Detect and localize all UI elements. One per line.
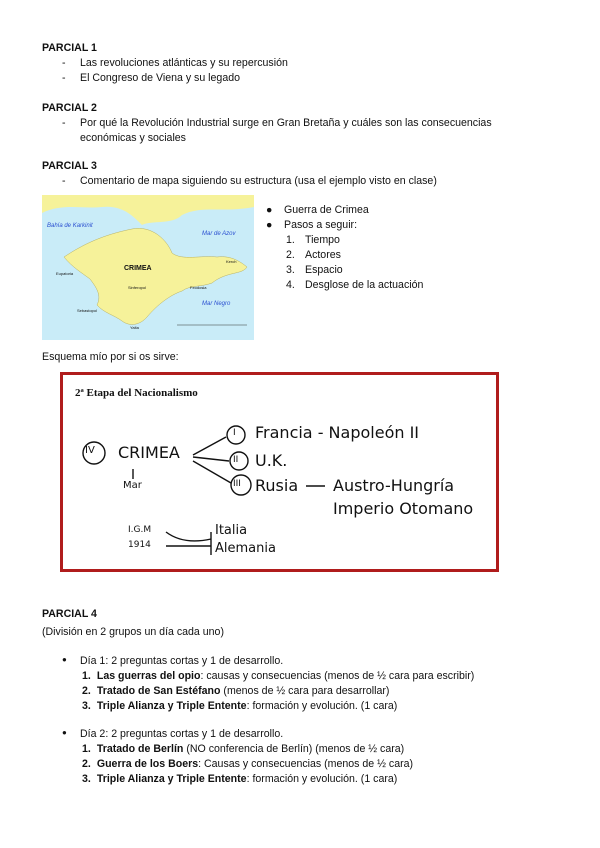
exam-question: [82, 700, 397, 712]
question-number: 2.: [82, 685, 91, 697]
question-number: 1.: [82, 670, 91, 682]
scheme-austro: Austro-Hungría: [333, 476, 455, 495]
scheme-numeral: II: [233, 455, 239, 465]
scheme-title: 2ª Etapa del Nacionalismo: [75, 387, 198, 399]
map-label: Mar Negro: [202, 301, 231, 307]
scheme-uk: U.K.: [255, 451, 288, 470]
step-item: Tiempo: [305, 234, 340, 246]
dia1-label: Día 1: 2 preguntas cortas y 1 de desarrollo.: [80, 655, 284, 667]
parcial2-heading: PARCIAL 2: [42, 102, 97, 114]
scheme-year: 1914: [128, 540, 151, 550]
question-detail: (menos de ½ cara para desarrollar): [220, 685, 390, 697]
crimea-map: [42, 195, 254, 340]
step-item: Espacio: [305, 264, 343, 276]
step-number: 2.: [286, 249, 295, 261]
scheme-mar: Mar: [123, 480, 142, 491]
scheme-numeral: I: [233, 428, 236, 438]
map-label: Sebastopol: [77, 308, 98, 313]
scheme-alemania: Alemania: [215, 541, 276, 556]
bullet-icon: ●: [62, 728, 67, 737]
map-label: Eupatoria: [56, 271, 74, 276]
question-topic: Guerra de los Boers: [96, 758, 199, 770]
map-label: Sinferopol: [128, 285, 147, 290]
exam-question: [82, 773, 397, 785]
scheme-igm: I.G.M: [128, 525, 152, 535]
step-number: 4.: [286, 279, 295, 291]
scheme-rusia: Rusia: [255, 476, 299, 495]
bullet-icon: ●: [266, 219, 273, 231]
dash-icon: -: [62, 57, 66, 69]
question-number: 1.: [82, 743, 91, 755]
question-number: 2.: [82, 758, 91, 770]
list-item: Comentario de mapa siguiendo su estructura (usa el ejemplo visto en clase): [80, 175, 437, 187]
question-topic: Tratado de San Estéfano: [96, 685, 221, 697]
question-detail: : formación y evolución. (1 cara): [246, 700, 398, 712]
list-item: Guerra de Crimea: [284, 204, 369, 216]
exam-question: [82, 758, 413, 770]
scheme-otomano: Imperio Otomano: [333, 499, 474, 518]
question-detail: : causas y consecuencias (menos de ½ cara para escribir): [200, 670, 475, 682]
step-number: 3.: [286, 264, 295, 276]
question-detail: : formación y evolución. (1 cara): [246, 773, 398, 785]
step-item: Desglose de la actuación: [305, 279, 424, 291]
scheme-crimea: CRIMEA: [118, 443, 180, 462]
map-label: Feodosia: [190, 285, 207, 290]
question-detail: : Causas y consecuencias (menos de ½ cara): [198, 758, 414, 770]
question-number: 3.: [82, 700, 91, 712]
list-item-continuation: económicas y sociales: [80, 132, 186, 144]
esquema-intro: Esquema mío por si os sirve:: [42, 351, 179, 363]
exam-question: [82, 670, 474, 682]
list-item: Pasos a seguir:: [284, 219, 358, 231]
question-topic: Triple Alianza y Triple Entente: [96, 773, 247, 785]
map-label: Kerch: [226, 259, 237, 264]
dash-icon: -: [62, 117, 66, 129]
scheme-francia: Francia - Napoleón II: [255, 423, 420, 442]
map-label: CRIMEA: [124, 265, 152, 272]
step-item: Actores: [305, 249, 341, 261]
list-item: Por qué la Revolución Industrial surge en Gran Bretaña y cuáles son las consecuencias: [80, 117, 492, 129]
scheme-image: [60, 372, 499, 572]
question-topic: Triple Alianza y Triple Entente: [96, 700, 247, 712]
scheme-italia: Italia: [215, 523, 248, 538]
dash-icon: -: [62, 175, 66, 187]
list-item: El Congreso de Viena y su legado: [80, 72, 240, 84]
parcial1-heading: PARCIAL 1: [42, 42, 97, 54]
parcial4-heading: PARCIAL 4: [42, 608, 97, 620]
exam-question: [82, 685, 389, 697]
bullet-icon: ●: [266, 204, 273, 216]
scheme-numeral: IV: [85, 445, 95, 456]
step-number: 1.: [286, 234, 295, 246]
parcial3-heading: PARCIAL 3: [42, 160, 97, 172]
bullet-icon: ●: [62, 655, 67, 664]
map-label: Yalta: [130, 325, 139, 330]
map-label: Bahía de Karkinit: [47, 223, 93, 229]
question-number: 3.: [82, 773, 91, 785]
list-item: Las revoluciones atlánticas y su repercusión: [80, 57, 288, 69]
dash-icon: -: [62, 72, 66, 84]
question-topic: Las guerras del opio: [96, 670, 201, 682]
question-detail: (NO conferencia de Berlín) (menos de ½ cara): [183, 743, 405, 755]
question-topic: Tratado de Berlín: [96, 743, 184, 755]
map-label: Mar de Azov: [202, 231, 236, 237]
exam-question: [82, 743, 404, 755]
scheme-numeral: III: [233, 479, 241, 489]
parcial4-subtitle: (División en 2 grupos un día cada uno): [42, 626, 224, 638]
dia2-label: Día 2: 2 preguntas cortas y 1 de desarrollo.: [80, 728, 284, 740]
